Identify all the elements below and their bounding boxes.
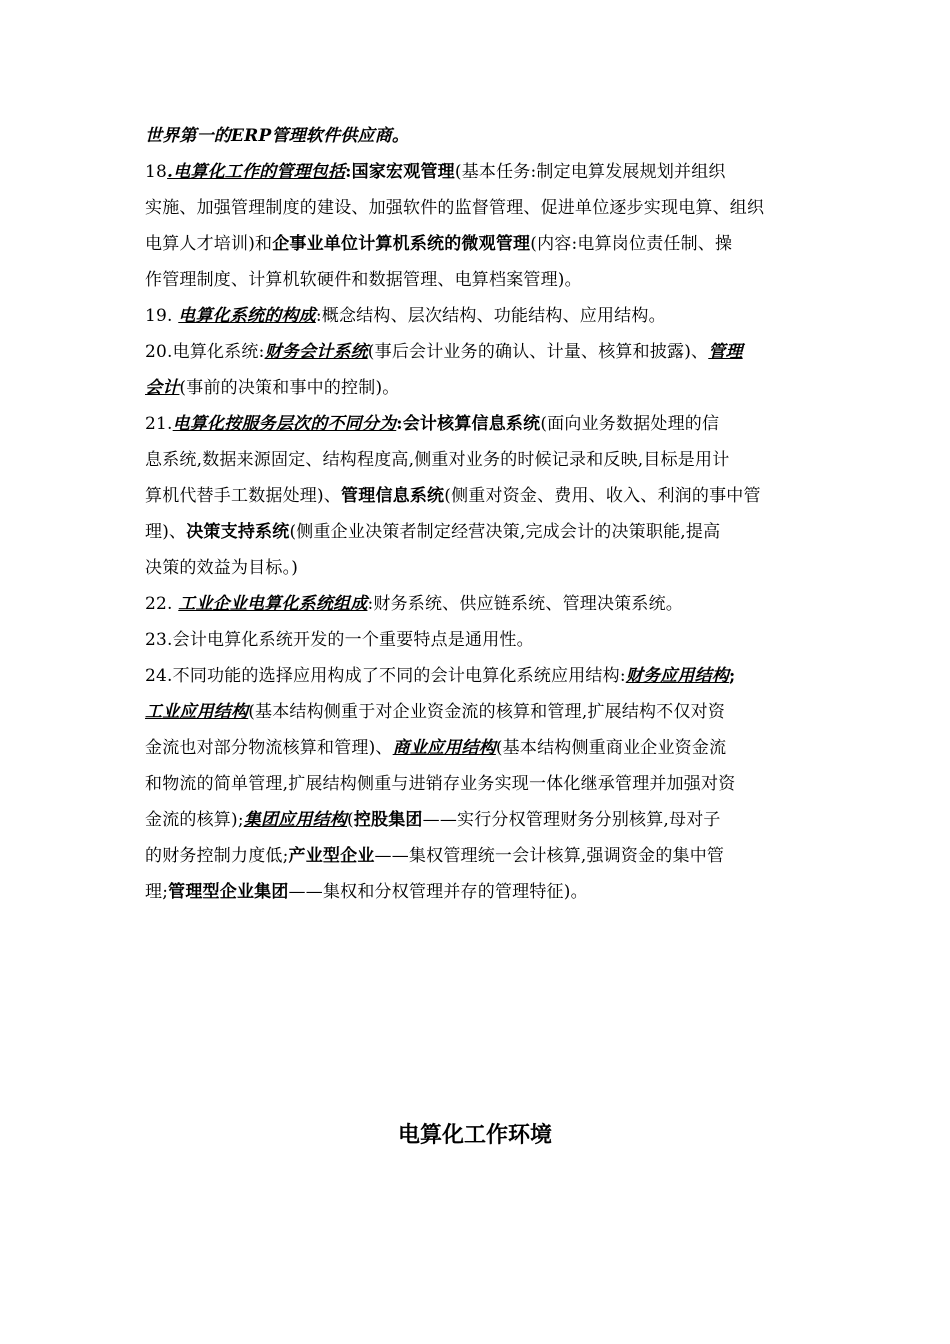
text-run: 理; [145, 882, 169, 902]
paragraph-line [145, 262, 813, 298]
text-run: 实施、加强管理制度的建设、加强软件的监督管理、促进单位逐步实现电算、组织 [145, 198, 765, 218]
paragraph-line [145, 838, 813, 874]
item-term: 工业企业电算化系统组成 [178, 594, 368, 614]
item-term: 电算化按服务层次的不同分为 [172, 414, 397, 434]
paragraph-line [145, 586, 813, 622]
paragraph-line [145, 442, 813, 478]
text-run: :概念结构、层次结构、功能结构、应用结构。 [315, 306, 666, 326]
paragraph-line [145, 622, 813, 658]
text-run: (基本任务:制定电算发展规划并组织 [454, 162, 726, 182]
text-run: 金流的核算); [145, 810, 244, 830]
text-run: 决策的效益为目标。) [145, 558, 299, 578]
bold-term: 管理型企业集团 [168, 882, 289, 902]
text-run: (事后会计业务的确认、计量、核算和披露)、 [367, 342, 709, 362]
text-run: (基本结构侧重商业企业资金流 [495, 738, 727, 758]
bold-term: 决策支持系统 [186, 522, 290, 542]
paragraph-line [145, 766, 813, 802]
text-run: (内容:电算岗位责任制、操 [530, 234, 733, 254]
paragraph-line [145, 550, 813, 586]
text-run: ——集权和分权管理并存的管理特征)。 [288, 882, 588, 902]
item-term: 财务会计系统 [264, 342, 368, 362]
text-run: :财务系统、供应链系统、管理决策系统。 [367, 594, 683, 614]
paragraph-line [145, 190, 813, 226]
paragraph-line [145, 226, 813, 262]
item-term: .电算化工作的管理包括 [167, 162, 346, 182]
text-run: (侧重对资金、费用、收入、利润的事中管 [444, 486, 761, 506]
item-term: 财务应用结构 [625, 666, 729, 686]
text-run: ——实行分权管理财务分别核算,母对子 [422, 810, 721, 830]
item-term: 会计 [145, 378, 180, 398]
text-run: (侧重企业决策者制定经营决策,完成会计的决策职能,提高 [289, 522, 721, 542]
paragraph-line [145, 478, 813, 514]
item-term: 管理 [708, 342, 743, 362]
paragraph-line [145, 802, 813, 838]
text-run: 理)、 [145, 522, 187, 542]
text-run: 息系统,数据来源固定、结构程度高,侧重对业务的时候记录和反映,目标是用计 [145, 450, 730, 470]
item-number: 18 [145, 162, 168, 182]
text-run: : [396, 414, 403, 434]
item-number: 19. [145, 306, 173, 326]
item-term: 电算化系统的构成 [178, 306, 316, 326]
document-body [145, 118, 813, 910]
text-run: 的财务控制力度低; [145, 846, 289, 866]
text-run: (事前的决策和事中的控制)。 [179, 378, 400, 398]
item-term: 商业应用结构 [392, 738, 496, 758]
item-number: 22. [145, 594, 173, 614]
bold-term: 会计核算信息系统 [402, 414, 541, 434]
text-run: ( [346, 810, 354, 830]
item-term: 工业应用结构 [145, 702, 249, 722]
paragraph-line [145, 406, 813, 442]
paragraph-line [145, 514, 813, 550]
paragraph-line [145, 154, 813, 190]
paragraph-line [145, 658, 813, 694]
bold-term: 企事业单位计算机系统的微观管理 [272, 234, 531, 254]
text-run: : [345, 162, 352, 182]
text-run: 23.会计电算化系统开发的一个重要特点是通用性。 [145, 630, 534, 650]
paragraph-line [145, 334, 813, 370]
bold-term: 管理信息系统 [341, 486, 445, 506]
paragraph-line [145, 370, 813, 406]
item-term: 集团应用结构 [243, 810, 347, 830]
text-run: (基本结构侧重于对企业资金流的核算和管理,扩展结构不仅对资 [248, 702, 726, 722]
text-run: 和物流的简单管理,扩展结构侧重与进销存业务实现一体化继承管理并加强对资 [145, 774, 736, 794]
bold-term: 控股集团 [353, 810, 423, 830]
section-heading: 电算化工作环境 [397, 1123, 552, 1148]
text-run: 算机代替手工数据处理)、 [145, 486, 342, 506]
text-run: ; [728, 666, 736, 686]
text-run: (面向业务数据处理的信 [540, 414, 720, 434]
paragraph-line [145, 694, 813, 730]
paragraph-line [145, 298, 813, 334]
text-run: 世界第一的ERP管理软件供应商。 [145, 126, 410, 146]
text-run: 电算人才培训)和 [145, 234, 273, 254]
text-run: 24.不同功能的选择应用构成了不同的会计电算化系统应用结构: [145, 666, 626, 686]
paragraph-line [145, 118, 813, 154]
text-run: 20.电算化系统: [145, 342, 265, 362]
text-run: 金流也对部分物流核算和管理)、 [145, 738, 393, 758]
bold-term: 国家宏观管理 [351, 162, 455, 182]
text-run: ——集权管理统一会计核算,强调资金的集中管 [374, 846, 725, 866]
text-run: 作管理制度、计算机软硬件和数据管理、电算档案管理)。 [145, 270, 582, 290]
paragraph-line [145, 730, 813, 766]
item-number: 21. [145, 414, 173, 434]
paragraph-line [145, 874, 813, 910]
bold-term: 产业型企业 [288, 846, 375, 866]
